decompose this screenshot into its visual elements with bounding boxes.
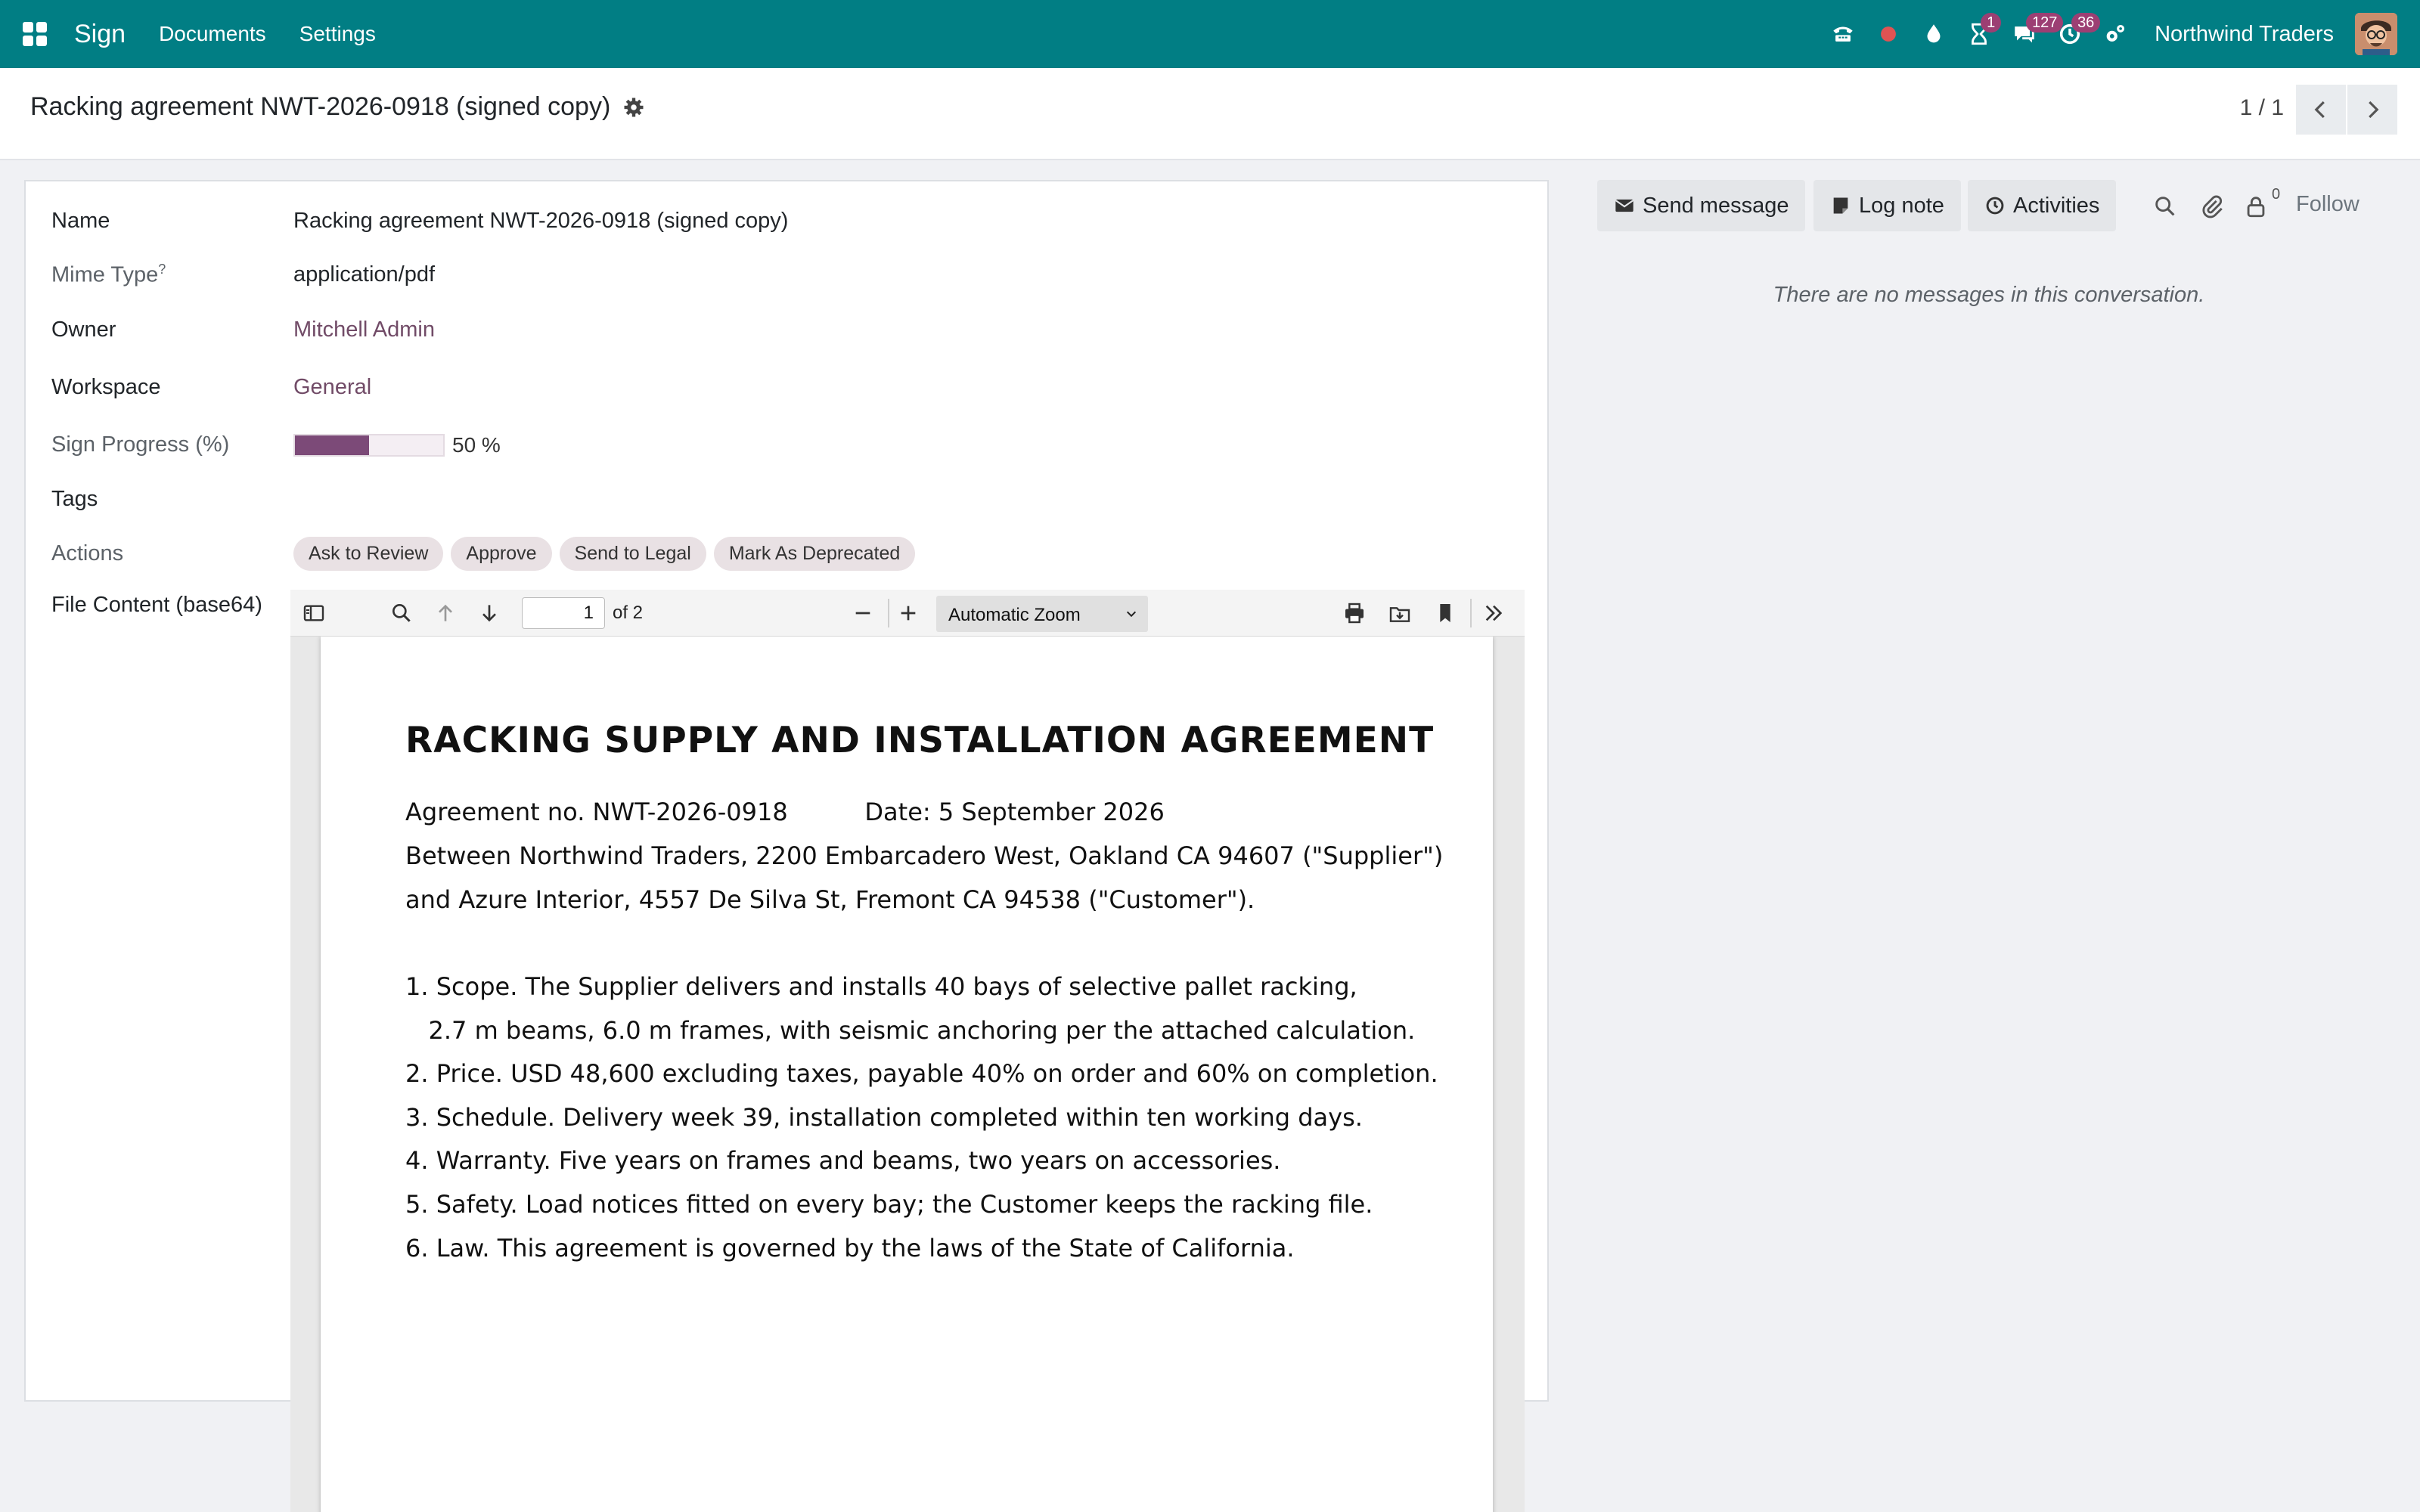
zoom-out-icon[interactable] <box>850 600 876 626</box>
pdf-viewer <box>290 590 1525 1512</box>
send-message-label: Send message <box>1643 193 1789 218</box>
field-tags <box>51 487 293 512</box>
field-actions <box>51 537 923 571</box>
document-title: RACKING SUPPLY AND INSTALLATION AGREEMENT <box>405 720 1435 761</box>
pager-value[interactable]: 1 / 1 <box>2239 95 2284 120</box>
log-note-label: Log note <box>1859 193 1944 218</box>
bookmark-icon[interactable] <box>1432 600 1458 626</box>
field-workspace <box>51 375 371 400</box>
pdf-canvas[interactable] <box>290 637 1525 1512</box>
document-line: Between Northwind Traders, 2200 Embarcadero West, Oakland CA 94607 ("Supplier") <box>405 841 1444 870</box>
sign-progress-fill <box>295 435 369 455</box>
app-brand[interactable]: Sign <box>74 19 126 48</box>
systray <box>1814 0 2397 68</box>
action-mark-as-deprecated[interactable]: Mark As Deprecated <box>714 537 916 571</box>
document-line: 2. Price. USD 48,600 excluding taxes, payable 40% on order and 60% on completion. <box>405 1059 1438 1088</box>
clock-icon <box>1984 195 2006 216</box>
envelope-icon <box>1614 195 1635 216</box>
phone-icon[interactable] <box>1826 17 1860 51</box>
zoom-select-value: Automatic Zoom <box>948 605 1081 625</box>
field-label-file-content: File Content (base64) <box>51 593 262 617</box>
log-note-button[interactable] <box>1813 180 1961 231</box>
field-label-sign-progress: Sign Progress (%) <box>51 432 230 457</box>
page-title: Racking agreement NWT-2026-0918 (signed copy) <box>30 92 611 121</box>
pager-next-button[interactable] <box>2347 85 2397 135</box>
search-icon[interactable] <box>389 600 414 626</box>
activities-label: Activities <box>2013 193 2100 218</box>
field-sign-progress <box>51 432 501 457</box>
pdf-page <box>321 637 1493 1512</box>
document-line: Agreement no. NWT-2026-0918 Date: 5 September 2026 <box>405 798 1165 826</box>
owner-link[interactable]: Mitchell Admin <box>293 318 435 342</box>
download-icon[interactable] <box>1387 600 1413 626</box>
follower-count: 0 <box>2272 186 2281 203</box>
drop-icon[interactable] <box>1917 17 1950 51</box>
zoom-in-icon[interactable] <box>895 600 921 626</box>
followers-lock-icon[interactable] <box>2243 194 2269 219</box>
chat-badge: 127 <box>2026 13 2063 33</box>
next-page-icon[interactable] <box>476 600 502 626</box>
hourglass-badge: 1 <box>1981 13 2001 33</box>
field-label-actions: Actions <box>51 541 124 565</box>
clock-badge: 36 <box>2071 13 2100 33</box>
action-send-to-legal[interactable]: Send to Legal <box>560 537 706 571</box>
chat-icon[interactable] <box>2008 14 2058 51</box>
print-icon[interactable] <box>1342 600 1367 626</box>
hourglass-icon[interactable] <box>1962 14 1996 51</box>
form-sheet <box>24 180 1549 1402</box>
document-line: 6. Law. This agreement is governed by the laws of the State of California. <box>405 1234 1295 1263</box>
field-name <box>51 209 788 234</box>
field-label-mime-type: Mime Type? <box>51 262 166 287</box>
field-label-name: Name <box>51 209 110 233</box>
chevron-down-icon <box>1125 608 1137 620</box>
action-approve[interactable]: Approve <box>451 537 551 571</box>
sign-progress-bar <box>293 434 445 457</box>
zoom-select[interactable] <box>936 596 1148 632</box>
document-line: 4. Warranty. Five years on frames and beams, two years on accessories. <box>405 1146 1281 1175</box>
sign-progress-text: 50 % <box>452 432 501 457</box>
field-mime-type <box>51 262 435 288</box>
breadcrumb <box>30 92 645 122</box>
page-number-input[interactable]: 1 <box>522 597 605 629</box>
top-navbar <box>0 0 2420 68</box>
help-tooltip-icon[interactable]: ? <box>158 262 166 277</box>
gear-icon[interactable] <box>622 96 645 119</box>
search-messages-icon[interactable] <box>2152 194 2178 219</box>
pager-previous-button[interactable] <box>2296 85 2346 135</box>
workspace-link[interactable]: General <box>293 375 372 399</box>
document-line: 5. Safety. Load notices fitted on every bay; the Customer keeps the racking file. <box>405 1190 1373 1219</box>
toolbar-separator <box>888 599 889 627</box>
page-count: of 2 <box>613 603 644 623</box>
company-switcher[interactable]: Northwind Traders <box>2155 21 2334 46</box>
previous-page-icon[interactable] <box>433 600 458 626</box>
field-owner <box>51 318 435 342</box>
apps-menu-icon[interactable] <box>23 22 47 46</box>
document-line: 1. Scope. The Supplier delivers and installs 40 bays of selective pallet racking, <box>405 972 1357 1001</box>
menu-settings[interactable]: Settings <box>299 22 376 45</box>
paperclip-icon[interactable] <box>2199 194 2225 219</box>
document-line: 2.7 m beams, 6.0 m frames, with seismic anchoring per the attached calculation. <box>405 1016 1416 1045</box>
follow-button[interactable]: Follow <box>2296 192 2360 216</box>
sidebar-toggle-icon[interactable] <box>301 600 327 626</box>
clock-icon[interactable] <box>2053 14 2095 51</box>
field-label-tags: Tags <box>51 487 98 511</box>
record-dot-icon[interactable] <box>1872 17 1905 51</box>
action-ask-to-review[interactable]: Ask to Review <box>293 537 443 571</box>
field-file-content <box>51 593 293 618</box>
menu-documents[interactable]: Documents <box>159 22 266 45</box>
toolbar-separator <box>1470 599 1472 627</box>
pdf-toolbar <box>290 590 1525 637</box>
empty-conversation-text: There are no messages in this conversation. <box>1773 283 2205 307</box>
mime-type-value: application/pdf <box>293 262 436 287</box>
control-panel <box>0 68 2420 160</box>
document-line: and Azure Interior, 4557 De Silva St, Fremont CA 94538 ("Customer"). <box>405 885 1255 914</box>
document-line: 3. Schedule. Delivery week 39, installation completed within ten working days. <box>405 1103 1363 1132</box>
settings-gears-icon[interactable] <box>2099 17 2132 51</box>
user-avatar[interactable] <box>2355 13 2397 55</box>
activities-button[interactable] <box>1968 180 2116 231</box>
field-label-owner: Owner <box>51 318 116 342</box>
send-message-button[interactable] <box>1597 180 1805 231</box>
field-label-workspace: Workspace <box>51 375 161 399</box>
chevron-right-icon <box>2361 98 2384 121</box>
chevron-left-icon <box>2310 98 2332 121</box>
note-icon <box>1830 195 1851 216</box>
tools-double-chevron-icon[interactable] <box>1481 600 1506 626</box>
name-value[interactable]: Racking agreement NWT-2026-0918 (signed copy) <box>293 209 789 233</box>
